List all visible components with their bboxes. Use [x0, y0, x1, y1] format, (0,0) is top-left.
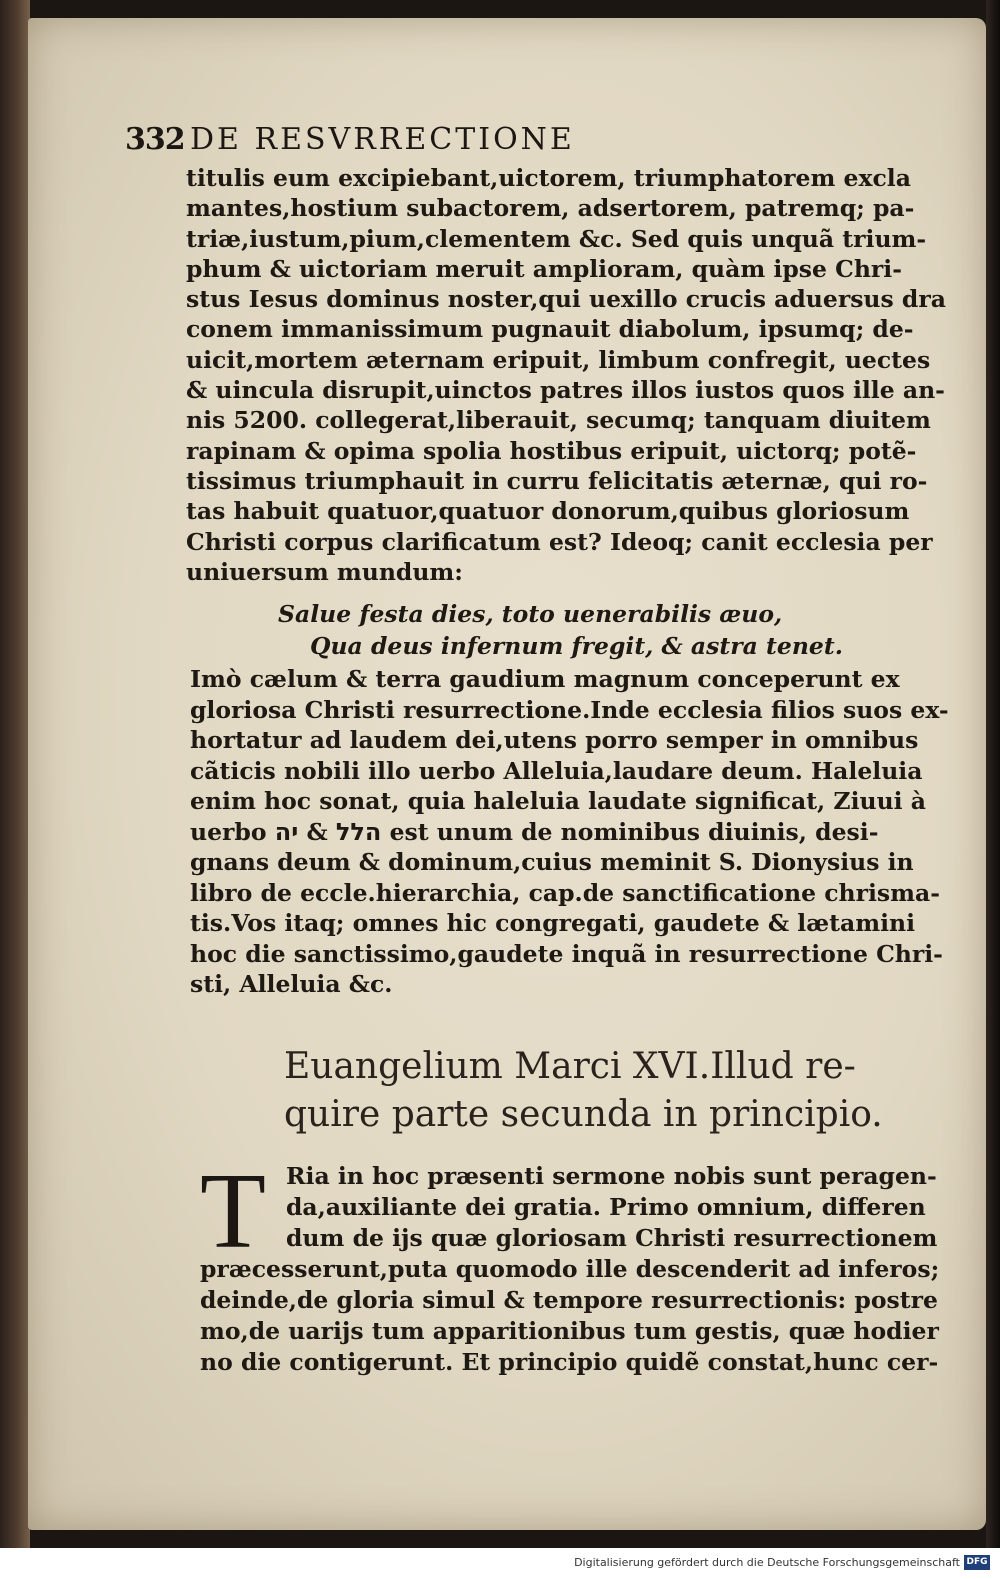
text-line: libro de eccle.hierarchia, cap.de sanctificatione chrisma- — [190, 878, 941, 907]
text-line: titulis eum excipiebant,uictorem, triumphatorem excla — [186, 164, 911, 192]
text-line: rapinam & opima spolia hostibus eripuit, uictorq; potẽ- — [186, 436, 917, 465]
section-paragraph — [200, 1161, 940, 1378]
text-line: Christi corpus clarificatum est? Ideoq; canit ecclesia per — [186, 527, 933, 556]
section-heading — [284, 1043, 883, 1139]
section-heading-line: quire parte secunda in principio. — [284, 1094, 883, 1135]
text-line: præcesserunt,puta quomodo ille descenderit ad inferos; — [200, 1255, 940, 1283]
body-paragraph-1 — [186, 163, 946, 587]
hebrew-line-conjunction: & — [306, 817, 328, 846]
footer-bar — [0, 1548, 1000, 1579]
text-line: triæ,iustum,pium,clementem &c. Sed quis unquã trium- — [186, 224, 927, 253]
text-line: mantes,hostium subactorem, adsertorem, patremq; pa- — [186, 194, 915, 223]
verse-line-1: Salue festa dies, toto uenerabilis æuo, — [278, 600, 783, 628]
running-title: DE RESVRRECTIONE — [190, 122, 575, 157]
text-line: phum & uictoriam meruit amplioram, quàm ipse Chri- — [186, 254, 902, 283]
text-line: dum de ijs quæ gloriosam Christi resurrectionem — [286, 1224, 938, 1252]
text-line: no die contigerunt. Et principio quidẽ constat,hunc cer- — [200, 1348, 939, 1376]
text-line: gloriosa Christi resurrectione.Inde ecclesia filios suos ex- — [190, 695, 949, 724]
page-number: 332 — [125, 122, 185, 157]
text-line: nis 5200. collegerat,liberauit, secumq; tanquam diuitem — [186, 406, 931, 435]
text-line: tis.Vos itaq; omnes hic congregati, gaudete & lætamini — [190, 909, 916, 937]
text-line: hortatur ad laudem dei,utens porro semper in omnibus — [190, 726, 919, 754]
text-line: uicit,mortem æternam eripuit, limbum confregit, uectes — [186, 345, 931, 374]
hebrew-line-prefix: uerbo — [190, 817, 267, 846]
text-line: stus Iesus dominus noster,qui uexillo crucis aduersus dra — [186, 285, 946, 314]
hebrew-word-hallel: הלל — [335, 817, 382, 846]
text-line: conem immanissimum pugnauit diabolum, ipsumq; de- — [186, 315, 914, 344]
section-heading-line: Euangelium Marci XVI.Illud re- — [284, 1046, 856, 1087]
hebrew-text-line — [190, 817, 920, 848]
text-line: gnans deum & dominum,cuius meminit S. Dionysius in — [190, 848, 914, 876]
dfg-logo: DFG — [964, 1555, 990, 1570]
text-line: da,auxiliante dei gratia. Primo omnium, differen — [286, 1193, 926, 1221]
text-line: enim hoc sonat, quia haleluia laudate significat, Ziuui à — [190, 787, 927, 815]
running-head — [125, 122, 805, 162]
hebrew-line-suffix: est unum de nominibus diuinis, desi- — [389, 817, 879, 846]
page-right-edge — [986, 0, 1000, 1548]
text-line: uniuersum mundum: — [186, 557, 463, 586]
text-line: Ria in hoc præsenti sermone nobis sunt peragen- — [286, 1162, 937, 1190]
hebrew-word-yah: יה — [274, 817, 299, 846]
drop-cap-initial: T — [200, 1152, 266, 1271]
text-line: & uincula disrupit,uinctos patres illos iustos quos ille an- — [186, 376, 945, 405]
text-line: deinde,de gloria simul & tempore resurrectionis: postre — [200, 1286, 938, 1314]
text-line: mo,de uarijs tum apparitionibus tum gestis, quæ hodier — [200, 1317, 939, 1345]
text-line: sti, Alleluia &c. — [190, 970, 393, 998]
text-line: hoc die sanctissimo,gaudete inquã in resurrectione Chri- — [190, 939, 943, 968]
text-line: tas habuit quatuor,quatuor donorum,quibus gloriosum — [186, 497, 910, 526]
text-line: Imò cælum & terra gaudium magnum conceperunt ex — [190, 665, 900, 693]
funding-credit: Digitalisierung gefördert durch die Deutsche Forschungsgemeinschaft — [574, 1556, 960, 1569]
body-paragraph-2 — [190, 664, 949, 1000]
verse-line-2: Qua deus infernum fregit, & astra tenet. — [310, 632, 843, 660]
text-line: tissimus triumphauit in curru felicitatis æternæ, qui ro- — [186, 466, 928, 495]
book-spine-edge — [0, 0, 30, 1548]
text-line: cãticis nobili illo uerbo Alleluia,laudare deum. Haleluia — [190, 756, 923, 785]
